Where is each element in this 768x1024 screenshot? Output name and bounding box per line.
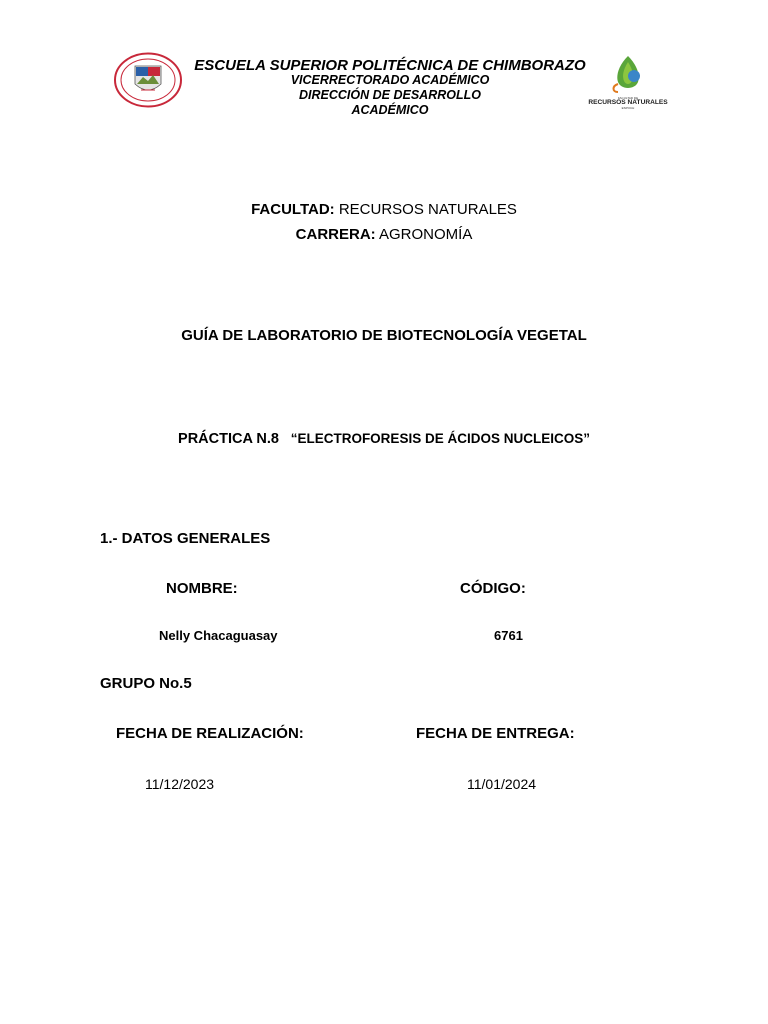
fecha-entrega-value: 11/01/2024: [467, 776, 537, 792]
practica-label: PRÁCTICA N.8: [178, 431, 280, 447]
facultad-line: [0, 201, 768, 218]
codigo-value: 6761: [494, 628, 523, 643]
direccion: DIRECCIÓN DE DESARROLLO: [299, 88, 481, 102]
fecha-entrega-label: FECHA DE ENTREGA:: [416, 725, 575, 742]
codigo-label: CÓDIGO:: [460, 580, 526, 597]
fecha-realizacion-value: 11/12/2023: [145, 776, 215, 792]
leaf-drop-logo-icon: [588, 52, 668, 110]
svg-text:ESPOCH: ESPOCH: [621, 106, 635, 110]
practica-line: [0, 430, 768, 447]
carrera-label: CARRERA:: [295, 226, 376, 243]
fecha-realizacion-label: FECHA DE REALIZACIÓN:: [116, 725, 304, 742]
nombre-value: Nelly Chacaguasay: [159, 628, 278, 643]
practica-title: “ELECTROFORESIS DE ÁCIDOS NUCLEICOS”: [290, 431, 590, 446]
guide-title: GUÍA DE LABORATORIO DE BIOTECNOLOGÍA VEGETAL: [181, 327, 587, 344]
svg-text:RECURSOS NATURALES: RECURSOS NATURALES: [588, 99, 668, 106]
svg-text:FACULTAD DE: FACULTAD DE: [617, 96, 639, 100]
vicerrectorado: VICERRECTORADO ACADÉMICO: [290, 73, 490, 87]
facultad-label: FACULTAD:: [251, 201, 335, 218]
carrera-value: AGRONOMÍA: [379, 226, 473, 243]
grupo-label: GRUPO No.5: [100, 675, 192, 692]
facultad-value: RECURSOS NATURALES: [338, 201, 517, 218]
academico: ACADÉMICO: [351, 103, 429, 117]
carrera-line: [0, 226, 768, 243]
institution-name: ESCUELA SUPERIOR POLITÉCNICA DE CHIMBORAZO: [194, 57, 586, 74]
section-heading-datos-generales: 1.- DATOS GENERALES: [100, 530, 271, 547]
nombre-label: NOMBRE:: [166, 580, 238, 597]
